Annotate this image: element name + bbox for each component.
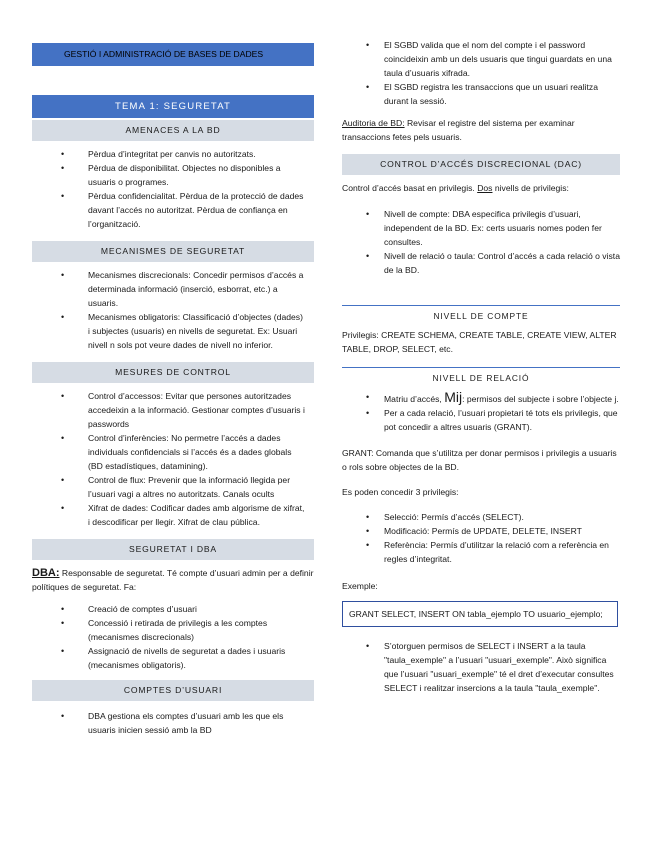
amenaces-list <box>32 147 314 231</box>
list-item: • Pèrdua confidencialitat. Pèrdua de la protecció de dades davant l’accés no autoritzat. Pèrdua de confiança en l’organització. <box>32 189 314 231</box>
nivell-compte-text: Privilegis: CREATE SCHEMA, CREATE TABLE, CREATE VIEW, ALTER TABLE, DROP, SELECT, etc. <box>342 330 617 354</box>
nivell-relacio-list <box>342 390 620 434</box>
list-item: • Selecció: Permís d’accés (SELECT). <box>342 510 620 524</box>
dac-intro-a: Control d’accés basat en privilegis. <box>342 183 478 193</box>
list-item: • Concessió i retirada de privilegis a les comptes (mecanismes discrecionals) <box>32 616 314 644</box>
dba-label: DBA: <box>32 567 60 579</box>
dac-intro <box>342 181 620 195</box>
comptes-list <box>32 709 314 737</box>
list-item: • Nivell de relació o taula: Control d’accés a cada relació o vista de la BD. <box>342 249 620 277</box>
mesures-list <box>32 389 314 529</box>
tema-heading: TEMA 1: SEGURETAT <box>32 95 314 118</box>
concedir-paragraph: Es poden concedir 3 privilegis: <box>342 487 459 497</box>
dba-paragraph <box>32 566 314 594</box>
auditoria-paragraph <box>342 116 620 144</box>
exemple-list <box>342 639 620 695</box>
list-item: • Nivell de compte: DBA especifica privilegis d’usuari, independent de la BD. Ex: certs usuaris nomes poden fer consultes. <box>342 207 620 249</box>
grant-paragraph: GRANT: Comanda que s’utilitza per donar permisos i privilegis a usuaris o rols sobre objectes de la BD. <box>342 448 617 472</box>
code-block: GRANT SELECT, INSERT ON tabla_ejemplo TO usuario_ejemplo; <box>342 601 618 627</box>
continued-list <box>342 38 620 108</box>
list-item: • Creació de comptes d’usuari <box>32 602 314 616</box>
list-item: • Per a cada relació, l’usuari propietari té tots els privilegis, que pot concedir a altres usuaris (GRANT). <box>342 406 620 434</box>
right-column <box>342 0 620 695</box>
dac-intro-b: nivells de privilegis: <box>492 183 569 193</box>
dac-list <box>342 207 620 277</box>
auditoria-label: Auditoria de BD: <box>342 118 405 128</box>
list-item: • Referència: Permís d’utilitzar la relació com a referència en regles d’integritat. <box>342 538 620 566</box>
amenaces-heading: AMENACES A LA BD <box>32 120 314 141</box>
list-item: • DBA gestiona els comptes d’usuari amb les que els usuaris inicien sessió amb la BD <box>32 709 314 737</box>
document-title: GESTIÓ I ADMINISTRACIÓ DE BASES DE DADES <box>32 43 314 66</box>
nivell-relacio-heading: NIVELL DE RELACIÓ <box>342 367 620 384</box>
auditoria-text: Revisar el registre del sistema per examinar transaccions fetes pels usuaris. <box>342 118 575 142</box>
matrix-symbol: Mij <box>444 389 463 405</box>
list-item: • Pèrdua de disponibilitat. Objectes no disponibles a usuaris o programes. <box>32 161 314 189</box>
left-column <box>32 0 314 737</box>
list-item: • S’otorguen permisos de SELECT i INSERT a la taula "taula_exemple" a l’usuari "usuari_exemple". Això significa que l’usuari "usuari_exemple" té el dret d’executar consultes SELECT i realitzar insercions a la taula "taula_exemple". <box>342 639 620 695</box>
dac-intro-underlined: Dos <box>477 183 493 193</box>
exemple-label: Exemple: <box>342 581 378 591</box>
list-item: • Mecanismes obligatoris: Classificació d’objectes (dades) i subjectes (usuaris) en nivells de seguretat. Ex: Usuari nivell n sols pot veure dades de nivell no inferior. <box>32 310 314 352</box>
list-item: • Modificació: Permís de UPDATE, DELETE, INSERT <box>342 524 620 538</box>
list-item: • El SGBD registra les transaccions que un usuari realitza durant la sessió. <box>342 80 620 108</box>
list-item: • Control d’accessos: Evitar que persones autoritzades accedeixin a la informació. Gestionar comptes d’usuaris i passwords <box>32 389 314 431</box>
list-item <box>342 390 620 406</box>
dac-heading: CONTROL D’ACCÉS DISCRECIONAL (DAC) <box>342 154 620 175</box>
mesures-heading: MESURES DE CONTROL <box>32 362 314 383</box>
nivell-compte-heading: NIVELL DE COMPTE <box>342 305 620 322</box>
list-item: • Mecanismes discrecionals: Concedir permisos d’accés a determinada informació (inserció, esborrat, etc.) a usuaris. <box>32 268 314 310</box>
list-item: • Xifrat de dades: Codificar dades amb algorisme de xifrat, i descodificar per llegir. Xifrat de clau pública. <box>32 501 314 529</box>
list-item: • Control de flux: Prevenir que la informació llegida per l’usuari vagi a altres no autoritzats. Canals ocults <box>32 473 314 501</box>
dba-text: Responsable de seguretat. Té compte d’usuari admin per a definir polítiques de seguretat. Fa: <box>32 568 314 592</box>
list-item: • Pèrdua d’integritat per canvis no autoritzats. <box>32 147 314 161</box>
mecanismes-heading: MECANISMES DE SEGURETAT <box>32 241 314 262</box>
matrix-text-b: : permisos del subjecte i sobre l’objecte j. <box>462 394 619 404</box>
list-item: • Assignació de nivells de seguretat a dades i usuaris (mecanismes obligatoris). <box>32 644 314 672</box>
mecanismes-list <box>32 268 314 352</box>
list-item: • El SGBD valida que el nom del compte i el password coincideixin amb un dels usuaris que tingui guardats en una taula d’usuaris xifrada. <box>342 38 620 80</box>
dba-heading: SEGURETAT I DBA <box>32 539 314 560</box>
privilegis-list <box>342 510 620 566</box>
list-item: • Control d’inferències: No permetre l’accés a dades individuals confidencials si l’accés és a dades globals (BD estadístiques, datamining). <box>32 431 314 473</box>
comptes-heading: COMPTES D’USUARI <box>32 680 314 701</box>
matrix-text-a: Matriu d’accés, <box>384 394 445 404</box>
dba-list <box>32 602 314 672</box>
